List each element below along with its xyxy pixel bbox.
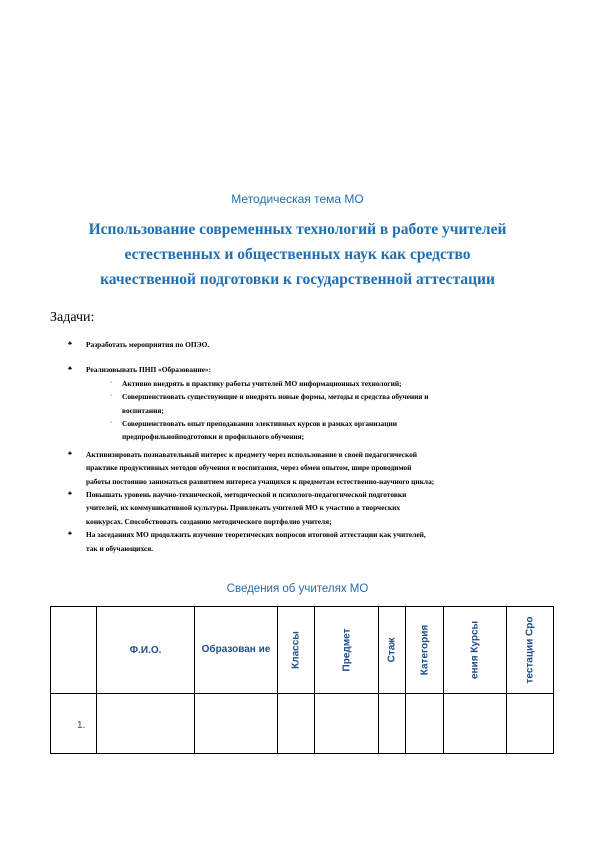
methodical-theme-label: Методическая тема МО	[231, 192, 364, 206]
subtask-text: воспитания;	[122, 405, 164, 415]
header-cell-number	[51, 607, 97, 694]
table-cell	[406, 694, 444, 754]
task-item	[50, 528, 560, 555]
title-line: Использование современных технологий в работе учителей	[88, 221, 507, 238]
task-item	[50, 363, 560, 376]
methodical-theme-title	[40, 217, 555, 292]
table-cell	[97, 694, 195, 754]
task-text: так и обучающихся.	[86, 543, 154, 553]
subtask-item	[50, 390, 560, 417]
row-number: 1.	[51, 694, 97, 754]
table-row	[51, 694, 554, 754]
subtask-item	[50, 377, 560, 390]
task-list	[50, 338, 560, 555]
title-line: качественной подготовки к государственной аттестации	[100, 271, 495, 288]
task-text: конкурсах. Способствовать созданию методического портфолио учителя;	[86, 516, 332, 526]
header-cell-subject	[315, 607, 379, 694]
task-item	[50, 488, 560, 528]
task-item	[50, 338, 560, 351]
task-text: Активизировать познавательный интерес к предмету через использование в своей педагогической	[86, 449, 418, 459]
task-text: работы постоянно заниматься развитием интереса учащихся к предметам естественно-научного цикла;	[86, 476, 435, 486]
header-cell-experience	[379, 607, 406, 694]
header-cell-courses	[444, 607, 507, 694]
task-text: учителей, их коммуникативной культуры. Привлекать учителей МО к участию в творческих	[86, 503, 401, 513]
club-bullet-icon: ♣	[68, 450, 72, 457]
task-text: Реализовывать ПНП «Образование»:	[86, 365, 212, 375]
table-header-row	[51, 607, 554, 694]
subtask-text: Совершенствовать опыт преподавания элективных курсов в рамках организации	[122, 419, 397, 429]
teachers-table	[50, 606, 554, 754]
circle-bullet-icon: ◦	[110, 420, 113, 427]
header-cell-fio: Ф.И.О.	[97, 607, 195, 694]
header-cell-classes	[278, 607, 315, 694]
title-line: естественных и общественных наук как средство	[124, 246, 471, 263]
table-cell	[379, 694, 406, 754]
task-text: На заседаниях МО продолжить изучение теоретических вопросов итоговой аттестации как учителей,	[86, 530, 426, 540]
club-bullet-icon: ♣	[68, 531, 72, 538]
header-label: Образован ие	[201, 644, 271, 655]
header-label: Категория	[419, 624, 430, 676]
teachers-table-caption: Сведения об учителях МО	[226, 583, 369, 595]
circle-bullet-icon: ◦	[110, 379, 113, 386]
circle-bullet-icon: ◦	[110, 393, 113, 400]
club-bullet-icon: ♣	[68, 366, 72, 373]
task-text: Разработать мероприятия по ОПЭО.	[86, 340, 210, 349]
header-label: тестации Сро	[524, 616, 536, 684]
tasks-heading: Задачи:	[50, 310, 95, 325]
header-cell-attestation	[507, 607, 554, 694]
header-label: Стаж	[386, 637, 398, 663]
subtask-text: предпрофильнойподготовки и профильного обучения;	[122, 432, 305, 442]
club-bullet-icon: ♣	[68, 491, 72, 498]
header-label: ения Курсы	[469, 620, 481, 680]
table-cell	[507, 694, 554, 754]
subtask-text: Активно внедрять в практику работы учителей МО информационных технологий;	[122, 378, 402, 388]
task-item	[50, 448, 560, 488]
table-cell	[278, 694, 315, 754]
header-cell-category	[406, 607, 444, 694]
header-label: Предмет	[341, 628, 352, 672]
subtask-text: Совершенствовать существующие и внедрять новые формы, методы и средства обучения и	[122, 392, 429, 402]
task-text: Повышать уровень научно-технической, методической и психолого-педагогической подготовки	[86, 490, 407, 500]
club-bullet-icon: ♣	[68, 341, 72, 347]
header-cell-education	[195, 607, 278, 694]
subtask-item	[50, 417, 560, 444]
table-cell	[195, 694, 278, 754]
table-cell	[315, 694, 379, 754]
header-label: Классы	[290, 631, 302, 669]
table-cell	[444, 694, 507, 754]
task-text: практике продуктивных методов обучения и воспитания, через обмен опытом, шире проводимой	[86, 463, 412, 473]
